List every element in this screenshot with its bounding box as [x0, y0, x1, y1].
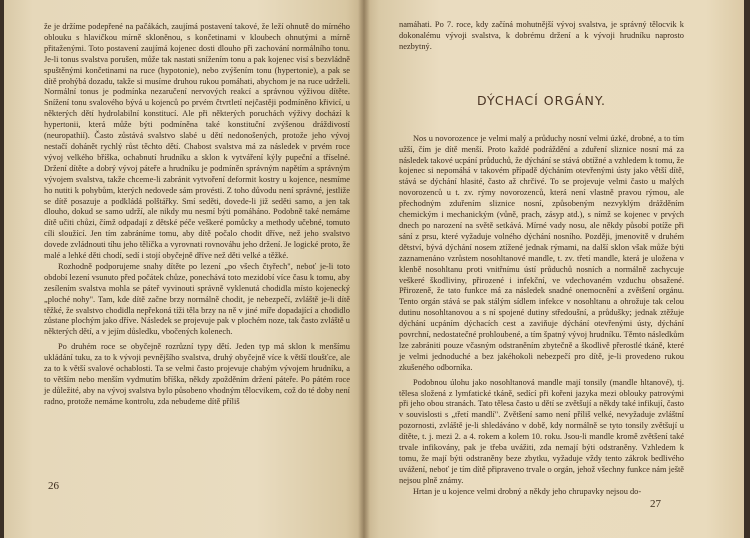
left-page-number: 26	[48, 480, 59, 492]
right-paragraph-3: Hrtan je u kojence velmi drobný a někdy jeho chrupavky nejsou do-	[413, 486, 642, 496]
right-paragraph-2: Podobnou úlohu jako nosohltanová mandle mají tonsily (mandle hltanové), tj. tělesa složená z lymfatické tkáně, sedící při kořeni jazyka mezi oblouky patrovými při jeho obou stranách. Tato tělesa často u dětí se zvětšují a někdy také infikují, často v souvislosti s „třetí mandlí". Zvětšení samo není příliš velké, nevyžaduje zvláštní pozornosti, zvláště je-li shledáváno v době, kdy normálně se tyto tonsily zvětšují u dítěte, t. j. mezi 2. a 4. rokem a kolem 10. roku. Jsou-li mandle kromě zvětšení také trvale infikovány, pak je třeba uvážiti, zda nemají býti odstraněny. Vzhledem k tomu, že mají býti odstraněny beze zbytku, vyžaduje vždy tento zákrok bedlivého uvážení, neboť je tím dítě připraveno trvale o orgán, jehož všechny funkce nám ještě nejsou plně známy.	[399, 377, 684, 485]
right-paragraph-1: Nos u novorozence je velmi malý a průduchy nosní velmi úzké, drobné, a to tím užší, čím je dítě menší. Proto každé podráždění a zduření sliznice nosní má za následek takové ucpání průduchů, že dýchání se stává obtížné a vzhledem k tomu, že kojenec si nepomáhá v takovém případě dýcháním otevřenými ústy jako větší dítě, stává se dýchání hlasité, často až chrčivé. To se projevuje velmi často u malých novorozenců u t. zv. rýmy novorozenců, která není vlastně pravou rýmou, ale přechodným zduřením sliznice nosní, způsobeným nezvyklým drážděním chemickým i mechanickým (vůně, prach, zásyp atd.), s nímž se kojenec v prvých dnech po narození na světě setkává. Mírné vady nosu, ale někdy působí potíže při sání z prsu, které vyžaduje volného dýchání nosního. Později, jmenovitě v druhém dětství, bývá dýchání nosem ztížené jednak rýmami, na další sklon však může býti zaznamenáno vzrůstem nosohltanové mandle, t. zv. třetí mandle, která je uložena v klenbě nosohltanu proti vnitřnímu ústí průduchů nosních a normálně zachycuje veškeré škodliviny, přirozené i infekční, ve vdechovaném vzduchu obsažené. Přirozeně, že tato funkce má za následek snadné onemocnění a zvětšení orgánu. Tento orgán stává se pak stálým sídlem infekce v nosohltanu a ohrožuje tak celou dutinu nosohltanovou a s ní spojené dutiny středoušní, a průdušky; jednak ztěžuje dýchání ucpáním dýchacích cest a zaviňuje dýchání otevřenými ústy, dýchání povrchní, nedostatečné prohloubené, a tím špatný vývoj hrudníku. Těmto následkům lze zabrániti pouze včasným odstraněním zbytečně a škodlivě přerostlé tkáně, které je velmi jednoduché a bez jakéhokoli nebezpečí pro dítě, je-li provedeno rukou zkušeného odborníka.	[399, 133, 684, 372]
book-gutter	[358, 0, 370, 538]
section-heading: DÝCHACÍ ORGÁNY.	[477, 92, 606, 108]
right-page-number: 27	[650, 498, 661, 510]
book-edge-right	[744, 0, 750, 538]
left-paragraph-2: Rozhodně podporujeme snahy dítěte po lezení „po všech čtyřech", neboť je-li toto období lezení vsunuto před počátek chůze, ponechává toto mezidobí více času k tomu, aby zesílením svalstva mohla se páteř vyvinouti správně vyklenutá chodidla místo kojenecký „ploché nohy". Tam, kde dítě začne brzy normálně chodit, je nebezpečí, zvláště je-li dítě těžké, že svalstvo chodidla nepřekoná tíži těla brzy na ně v jiné míře dopadající a chodidlo zůstane plochým jako dříve. Následek se projevuje pak v plochém noze, tak často zvláště u některých dětí, a v jejím důsledku, vbočených kolenech.	[44, 261, 350, 337]
left-page	[4, 0, 364, 538]
right-intro-paragraph: namáhati. Po 7. roce, kdy začíná mohutnější vývoj svalstva, je správný tělocvik k dokonalému vývoji svalstva, k dobrému držení a k vývoji hrudníku naprosto nezbytný.	[399, 20, 684, 51]
left-paragraph-3: Po druhém roce se obyčejně rozrůzní typy dětí. Jeden typ má sklon k menšímu ukládání tuku, za to k vývoji pevnějšího svalstva, druhý obyčejně více k větší tloušťce, ale za to k větší svalové ochablosti. Ta se velmi často projevuje chabým vývojem hrudníku, a to větším nebo menším vydmutím bříška, někdy zpožděním držení páteře. Po pátém roce je důležité, aby na vývoj svalstva bylo působeno vhodným tělocvikem, což do té doby není radno, protože nemáme kontrolu, zda nebudeme dítě příliš	[44, 342, 350, 406]
left-paragraph-1: že je držíme podepřené na pačákách, zaujímá postavení takové, že leží ohnutě do mírného oblouku s hlavičkou mírně skloněnou, s končetinami v kloubech ohnutými a mírně přitaženými. Toto postavení zaujímá kojenec dosti dlouho při zachování normálního tonu. Je-li tonus svalstva porušen, může tak nastati snížením tonu a pak kojenec visí s bezvládně spuštěnými končetinami na ruce (hypotonie), nebo zvýšením tonu (hypertonie), a pak se dítě prohýbá dozadu, takže si musíme druhou rukou pomáhati, abychom je na ruce udrželi. Normální tonus je podmínka nezaručení nervových reakcí a správnou výživou dítěte. Snížení tonu svalového bývá u kojenců po prvém čtvrtletí nejčastěji podmíněno křivicí, u některých dětí hydrolabilní konstitucí. Ale při některých poruchách výživy dochází k hypertonii, která může býti podmíněna také konstituční zvýšenou dráždivostí (neuropathií). Často zůstává svalstvo slabé u dětí nedonošených, protože jeho vývoj nestačí dohánět rychlý růst těchto dětí. Chabost svalstva má za následek v prvém roce vývoj velkého bříška, ochabnutí hrudníku a sklon k vytváření kýly pupeční a tříselné. Držení dítěte a dobrý vývoj páteře a hrudníku je podmíněn správným napětím a správným vývojem svalstva, takže chceme-li zabránit vytvoření deformit kostry u kojence, nesmíme ho nutiti k pohybům, kterých nedovede sám provésti. Z toho důvodu není správné, jestliže se dítě posazuje a podkládá polštářky. Smí seděti, dovede-li již seděti samo, a jen tak dlouho, dokud se samo udrží, ale nikdy mu nesmí býti pomáháno. Podobně také nemáme dítě učiti chůzi, čímž odpadají z dětské péče veškeré pomůcky a methody učebné, tomuto cíli sloužící. Jen tím zabráníme tomu, aby dítě počalo chodit dříve, než jeho svalstvo dovede zvládnouti tíhu jeho tělíčka a vyrovnati rovnováhu jeho držení. Je logické proto, že malé a lehké děti chodí, sedí i stojí obyčejně dříve než děti velké a těžké.	[44, 22, 350, 261]
right-page	[364, 0, 744, 538]
